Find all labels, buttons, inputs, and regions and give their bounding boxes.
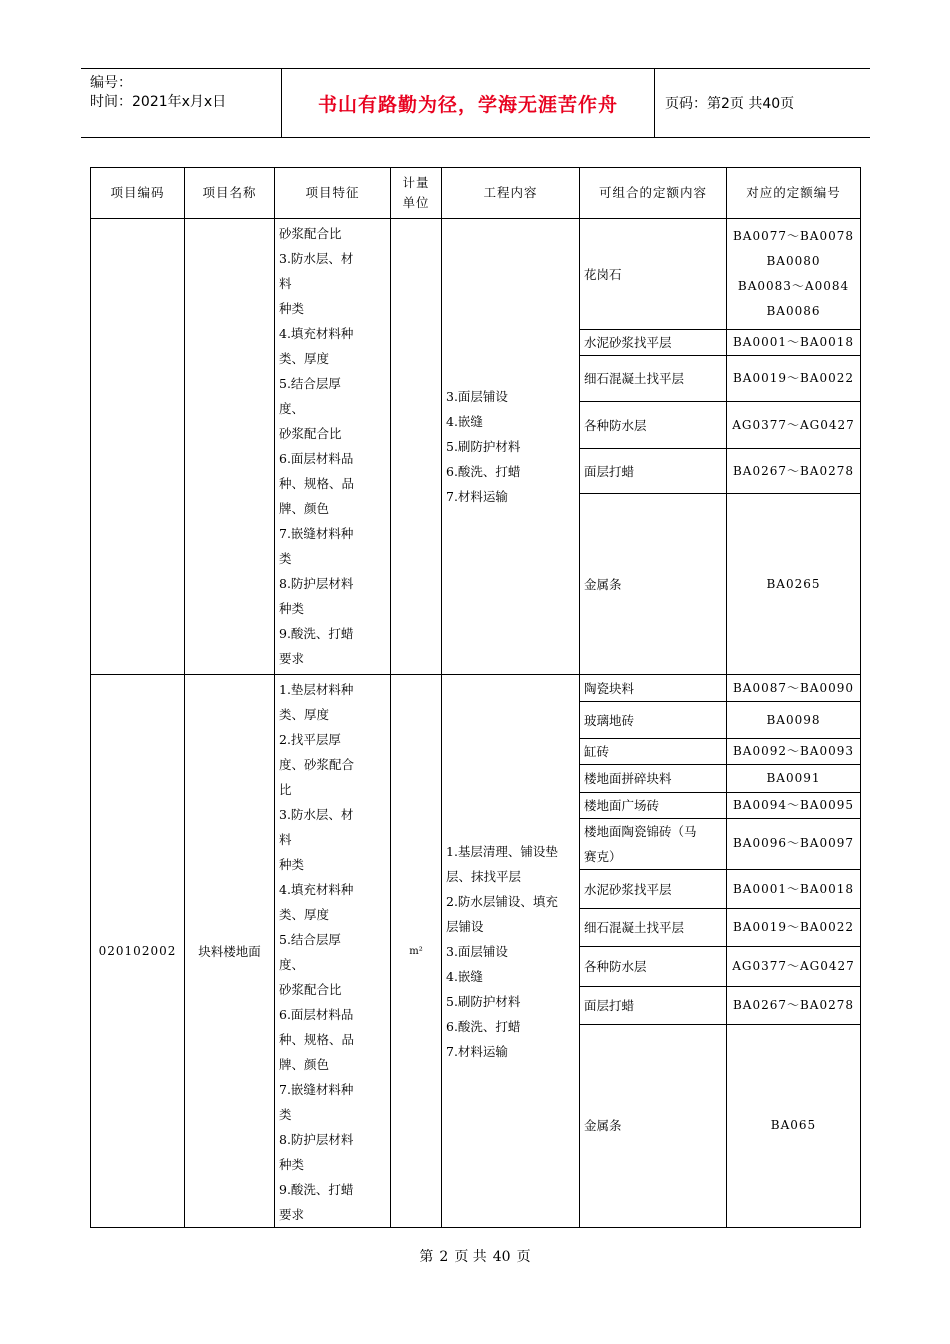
feature-line: 6.面层材料品	[279, 1007, 354, 1022]
col-header-quota-codes: 对应的定额编号	[727, 168, 861, 219]
content-line: 7.材料运输	[446, 489, 508, 504]
item-code-cell	[91, 219, 185, 675]
feature-line: 种类	[279, 301, 305, 316]
feature-line: 5.结合层厚	[279, 376, 341, 391]
feature-line: 8.防护层材料	[279, 1132, 354, 1147]
feature-line: 5.结合层厚	[279, 932, 341, 947]
feature-line: 3.防水层、材	[279, 251, 354, 266]
feature-line: 比	[279, 782, 292, 797]
content-line: 1.基层清理、铺设垫	[446, 843, 558, 859]
feature-line: 牌、颜色	[279, 501, 330, 516]
quota-code-line: BA0019～BA0022	[732, 920, 855, 935]
feature-line: 种类	[279, 601, 305, 616]
feature-line: 类、厚度	[279, 351, 330, 366]
quota-item-cell: 玻璃地砖	[580, 702, 727, 739]
quota-item-cell: 陶瓷块料	[580, 675, 727, 702]
content-line: 2.防水层铺设、填充	[446, 893, 558, 909]
feature-line: 类	[279, 1107, 292, 1122]
footer-prefix: 第	[419, 1249, 434, 1265]
work-content-cell	[442, 675, 580, 1228]
feature-line: 9.酸洗、打蜡	[279, 1182, 354, 1197]
quota-item-cell: 各种防水层	[580, 947, 727, 986]
quota-code-cell	[727, 702, 861, 739]
content-line: 4.嵌缝	[446, 968, 483, 984]
quota-item-cell: 细石混凝土找平层	[580, 909, 727, 947]
col-header-quota-items: 可组合的定额内容	[580, 168, 727, 219]
quota-item-cell: 缸砖	[580, 739, 727, 765]
content-line: 3.面层铺设	[446, 943, 508, 959]
unit-cell: m²	[391, 675, 442, 1228]
quota-code-line: BA0091	[766, 771, 821, 786]
item-code-cell: 020102002	[91, 675, 185, 1228]
quota-code-line: AG0377～AG0427	[732, 417, 855, 432]
quota-item-cell: 水泥砂浆找平层	[580, 870, 727, 909]
footer-current-page: 2	[439, 1249, 449, 1265]
page-header	[81, 68, 870, 138]
content-line: 5.刷防护材料	[446, 439, 521, 454]
quota-code-cell	[727, 947, 861, 986]
quota-code-cell	[727, 494, 861, 675]
quota-code-line: BA0083～A0084	[737, 279, 850, 293]
feature-line: 9.酸洗、打蜡	[279, 626, 354, 641]
content-line: 层、抹找平层	[446, 868, 522, 884]
feature-line: 4.填充材料种	[279, 326, 354, 341]
quota-item-cell: 面层打蜡	[580, 986, 727, 1024]
feature-line: 要求	[279, 651, 305, 666]
feature-line: 砂浆配合比	[279, 226, 342, 241]
feature-line: 要求	[279, 1207, 305, 1222]
content-line: 6.酸洗、打蜡	[446, 464, 521, 479]
quota-code-line: BA0086	[766, 304, 821, 318]
quota-item-line: 楼地面陶瓷锦砖（马	[584, 823, 697, 839]
quota-table	[90, 167, 861, 1228]
header-meta	[81, 69, 282, 137]
footer-total-pages: 40	[492, 1249, 511, 1265]
quota-code-cell	[727, 1024, 861, 1227]
feature-line: 6.面层材料品	[279, 451, 354, 466]
quota-code-cell	[727, 739, 861, 765]
col-header-name: 项目名称	[185, 168, 275, 219]
quota-code-line: BA0092～BA0093	[732, 744, 855, 759]
quota-item-cell	[580, 818, 727, 869]
feature-line: 3.防水层、材	[279, 807, 354, 822]
unit-header-line: 计量	[402, 175, 430, 190]
quota-code-line: BA0019～BA0022	[732, 371, 855, 385]
col-header-content: 工程内容	[442, 168, 580, 219]
feature-line: 7.嵌缝材料种	[279, 526, 354, 541]
quota-code-cell	[727, 909, 861, 947]
quota-code-line: BA0001～BA0018	[732, 881, 855, 896]
quota-code-line: BA0087～BA0090	[732, 680, 855, 695]
quota-item-cell: 花岗石	[580, 219, 727, 330]
content-line: 4.嵌缝	[446, 414, 483, 429]
feature-line: 种类	[279, 857, 305, 872]
feature-line: 类、厚度	[279, 907, 330, 922]
feature-line: 种、规格、品	[279, 476, 355, 491]
content-line: 7.材料运输	[446, 1043, 508, 1059]
feature-line: 2.找平层厚	[279, 732, 341, 747]
quota-code-cell	[727, 330, 861, 356]
quota-code-cell	[727, 356, 861, 402]
quota-code-line: BA0096～BA0097	[732, 836, 855, 851]
quota-item-cell: 楼地面广场砖	[580, 792, 727, 818]
table-row	[91, 219, 861, 330]
unit-header-line: 单位	[402, 195, 430, 210]
quota-code-line: AG0377～AG0427	[732, 959, 855, 974]
quota-code-cell	[727, 792, 861, 818]
quota-item-cell: 水泥砂浆找平层	[580, 330, 727, 356]
quota-code-cell	[727, 818, 861, 869]
col-header-code: 项目编码	[91, 168, 185, 219]
quota-code-line: BA0265	[766, 576, 821, 591]
page-footer	[0, 1246, 950, 1266]
quota-code-cell	[727, 870, 861, 909]
item-features-cell	[275, 675, 391, 1228]
quota-code-cell	[727, 449, 861, 494]
content-line: 层铺设	[446, 918, 484, 934]
quota-item-cell: 金属条	[580, 494, 727, 675]
quota-code-cell	[727, 765, 861, 792]
quota-item-cell: 细石混凝土找平层	[580, 356, 727, 402]
feature-line: 4.填充材料种	[279, 882, 354, 897]
item-features-cell	[275, 219, 391, 675]
footer-suffix: 页	[516, 1249, 531, 1265]
feature-line: 度、砂浆配合	[279, 757, 355, 772]
feature-line: 类、厚度	[279, 707, 330, 722]
quota-code-line: BA0077～BA0078	[732, 229, 855, 243]
feature-line: 度、	[279, 957, 305, 972]
quota-item-cell: 楼地面拼碎块料	[580, 765, 727, 792]
quota-item-cell: 各种防水层	[580, 402, 727, 449]
content-line: 5.刷防护材料	[446, 993, 521, 1009]
feature-line: 砂浆配合比	[279, 982, 342, 997]
feature-line: 牌、颜色	[279, 1057, 330, 1072]
quota-item-line: 赛克）	[584, 848, 622, 864]
table-header-row	[91, 168, 861, 219]
item-name-cell	[185, 219, 275, 675]
work-content-cell	[442, 219, 580, 675]
quota-code-cell	[727, 219, 861, 330]
content-line: 3.面层铺设	[446, 389, 508, 404]
quota-code-cell	[727, 402, 861, 449]
motto-text: 书山有路勤为径，学海无涯苦作舟	[317, 93, 618, 116]
feature-line: 7.嵌缝材料种	[279, 1082, 354, 1097]
header-page-cell	[655, 69, 870, 137]
item-name-cell: 块料楼地面	[185, 675, 275, 1228]
feature-line: 砂浆配合比	[279, 426, 342, 441]
header-motto-cell	[282, 69, 655, 137]
feature-line: 料	[279, 832, 292, 847]
quota-code-line: BA0094～BA0095	[732, 797, 855, 812]
quota-code-line: BA0098	[766, 712, 821, 727]
content-line: 6.酸洗、打蜡	[446, 1018, 521, 1034]
feature-line: 类	[279, 551, 292, 566]
unit-cell	[391, 219, 442, 675]
quota-item-cell: 金属条	[580, 1024, 727, 1227]
quota-code-line: BA0267～BA0278	[732, 997, 855, 1012]
quota-code-line: BA0080	[766, 254, 821, 268]
quota-code-line: BA065	[770, 1118, 817, 1133]
feature-line: 料	[279, 276, 292, 291]
col-header-features: 项目特征	[275, 168, 391, 219]
quota-code-cell	[727, 675, 861, 702]
quota-code-cell	[727, 986, 861, 1024]
col-header-unit	[391, 168, 442, 219]
feature-line: 种、规格、品	[279, 1032, 355, 1047]
page-label: 页码：第2页 共40页	[665, 96, 795, 112]
feature-line: 种类	[279, 1157, 305, 1172]
quota-code-line: BA0001～BA0018	[732, 335, 855, 349]
feature-line: 度、	[279, 401, 305, 416]
table-row	[91, 675, 861, 702]
feature-line: 1.垫层材料种	[279, 682, 354, 697]
footer-middle: 页 共	[454, 1249, 487, 1265]
time-label: 时间：2021年x月x日	[90, 94, 227, 110]
quota-code-line: BA0267～BA0278	[732, 463, 855, 478]
quota-item-cell: 面层打蜡	[580, 449, 727, 494]
feature-line: 8.防护层材料	[279, 576, 354, 591]
number-label: 编号：	[90, 75, 132, 91]
